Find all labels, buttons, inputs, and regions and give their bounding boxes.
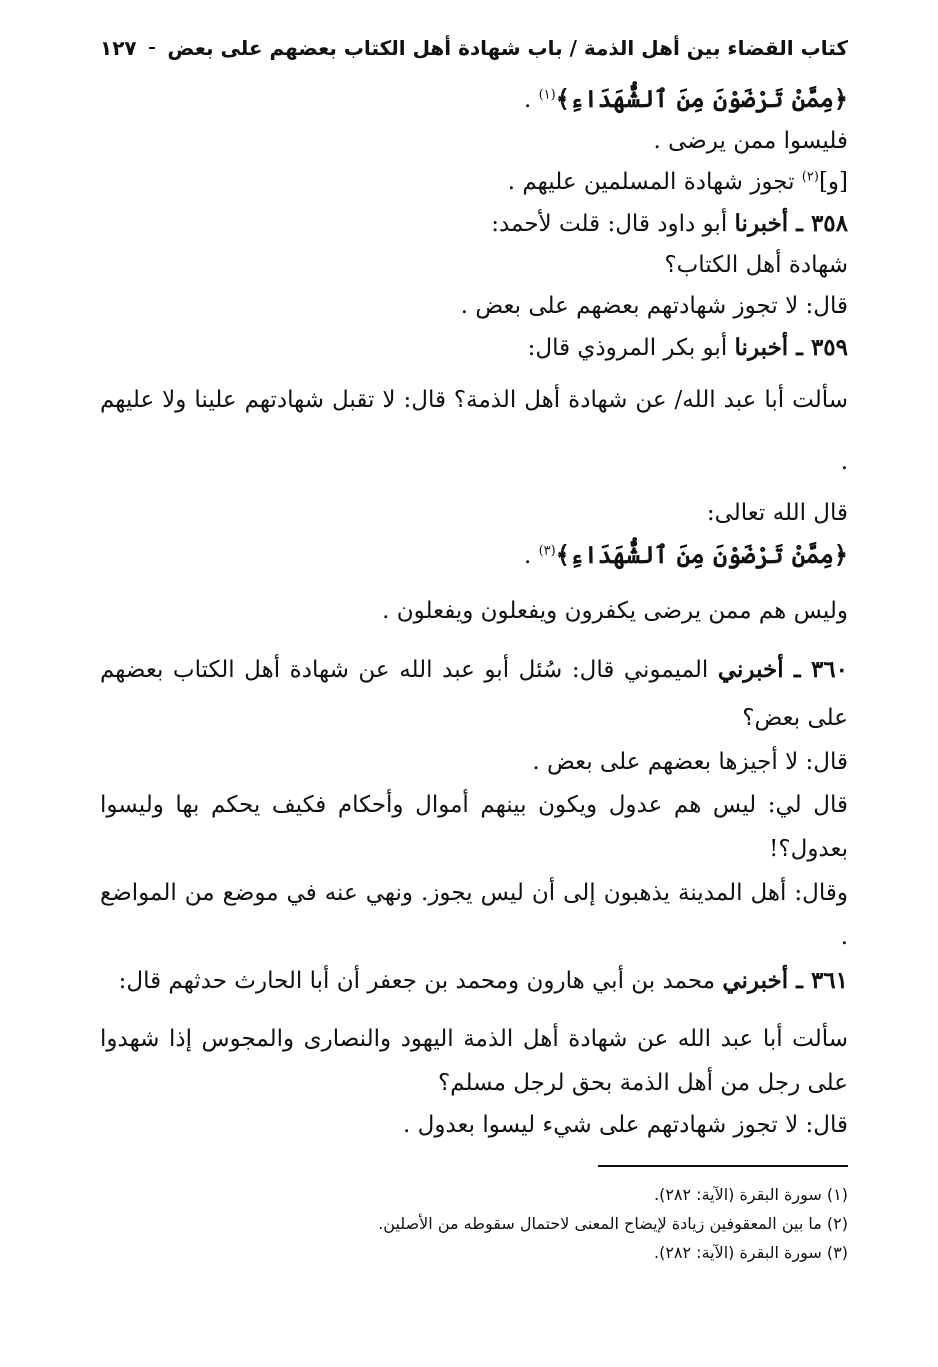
narration-358-text: أبو داود قال: قلت لأحمد: (491, 211, 728, 237)
narration-360 (100, 646, 848, 742)
footnote-ref-3: (٣) (538, 543, 556, 559)
text-line-8: قال: لا أجيزها بعضهم على بعض . (532, 749, 848, 775)
page-number: ١٢٧ (100, 36, 137, 60)
narration-361-text: محمد بن أبي هارون ومحمد بن جعفر أن أبا الحارث حدثهم قال: (118, 968, 716, 994)
text-line-7: وليس هم ممن يرضى يكفرون ويفعلون ويفعلون . (382, 598, 848, 624)
quran-verse-2: ﴿مِمَّنْ تَرْضَوْنَ مِنَ ٱلشُّهَدَاءِ﴾ (555, 540, 848, 569)
text-line-2-body: تجوز شهادة المسلمين عليهم . (507, 169, 795, 195)
narration-361 (100, 959, 848, 1003)
footnote-divider (598, 1165, 848, 1167)
bracket-insert: [و] (818, 169, 848, 195)
narration-359-number: ٣٥٩ ـ أخبرنا (734, 334, 848, 361)
footnote-1: (١) سورة البقرة (الآية: ٢٨٢). (653, 1185, 848, 1204)
narration-358-number: ٣٥٨ ـ أخبرنا (734, 210, 848, 237)
text-line-5: سألت أبا عبد الله/ عن شهادة أهل الذمة؟ قال: لا تقبل شهادتهم علينا ولا عليهم . (100, 387, 848, 475)
text-line-4: قال: لا تجوز شهادتهم بعضهم على بعض . (460, 293, 848, 319)
header-rule (149, 47, 156, 49)
narration-359-text: أبو بكر المروذي قال: (527, 335, 728, 361)
footnote-ref-2: (٢) (801, 169, 819, 185)
text-line-1: فليسوا ممن يرضى . (653, 128, 848, 154)
footnotes (100, 1180, 848, 1267)
quran-verse-1: ﴿مِمَّنْ تَرْضَوْنَ مِنَ ٱلشُّهَدَاءِ﴾ (555, 84, 848, 113)
footnote-2: (٢) ما بين المعقوفين زيادة لإيضاح المعنى لاحتمال سقوطه من الأصلين. (378, 1214, 848, 1233)
narration-359 (100, 327, 848, 369)
narration-360-number: ٣٦٠ ـ أخبرني (717, 656, 848, 683)
narration-358 (100, 203, 848, 245)
text-line-6: قال الله تعالى: (706, 500, 848, 526)
running-header (100, 28, 848, 68)
header-title: كتاب القضاء بين أهل الذمة / باب شهادة أهل الكتاب بعضهم على بعض (167, 36, 848, 60)
text-line-10: وقال: أهل المدينة يذهبون إلى أن ليس يجوز. ونهي عنه في موضع من المواضع . (100, 880, 848, 950)
text-line-12: قال: لا تجوز شهادتهم على شيء ليسوا بعدول . (403, 1112, 848, 1138)
text-line-9: قال لي: ليس هم عدول ويكون بينهم أموال وأحكام فكيف يحكم بها وليسوا بعدول؟! (100, 792, 848, 862)
text-line-3: شهادة أهل الكتاب؟ (664, 252, 848, 278)
main-text (100, 78, 848, 1146)
narration-361-number: ٣٦١ ـ أخبرني (722, 967, 848, 994)
verse-line-2: ﴿مِمَّنْ تَرْضَوْنَ مِنَ ٱلشُّهَدَاءِ﴾$^{(٣)}$ . (523, 540, 848, 569)
footnote-ref-1: (١) (538, 87, 556, 103)
verse-line-1: ﴿مِمَّنْ تَرْضَوْنَ مِنَ ٱلشُّهَدَاءِ﴾$^{(١)}$ . (523, 84, 848, 113)
narration-360-text: الميموني قال: سُئل أبو عبد الله عن شهادة أهل الكتاب بعضهم على بعض؟ (100, 657, 848, 731)
text-line-2 (100, 162, 848, 203)
text-line-11: سألت أبا عبد الله عن شهادة أهل الذمة اليهود والنصارى والمجوس إذا شهدوا على رجل من أهل الذمة بحق لرجل مسلم؟ (100, 1026, 848, 1096)
footnote-3: (٣) سورة البقرة (الآية: ٢٨٢). (653, 1243, 848, 1262)
